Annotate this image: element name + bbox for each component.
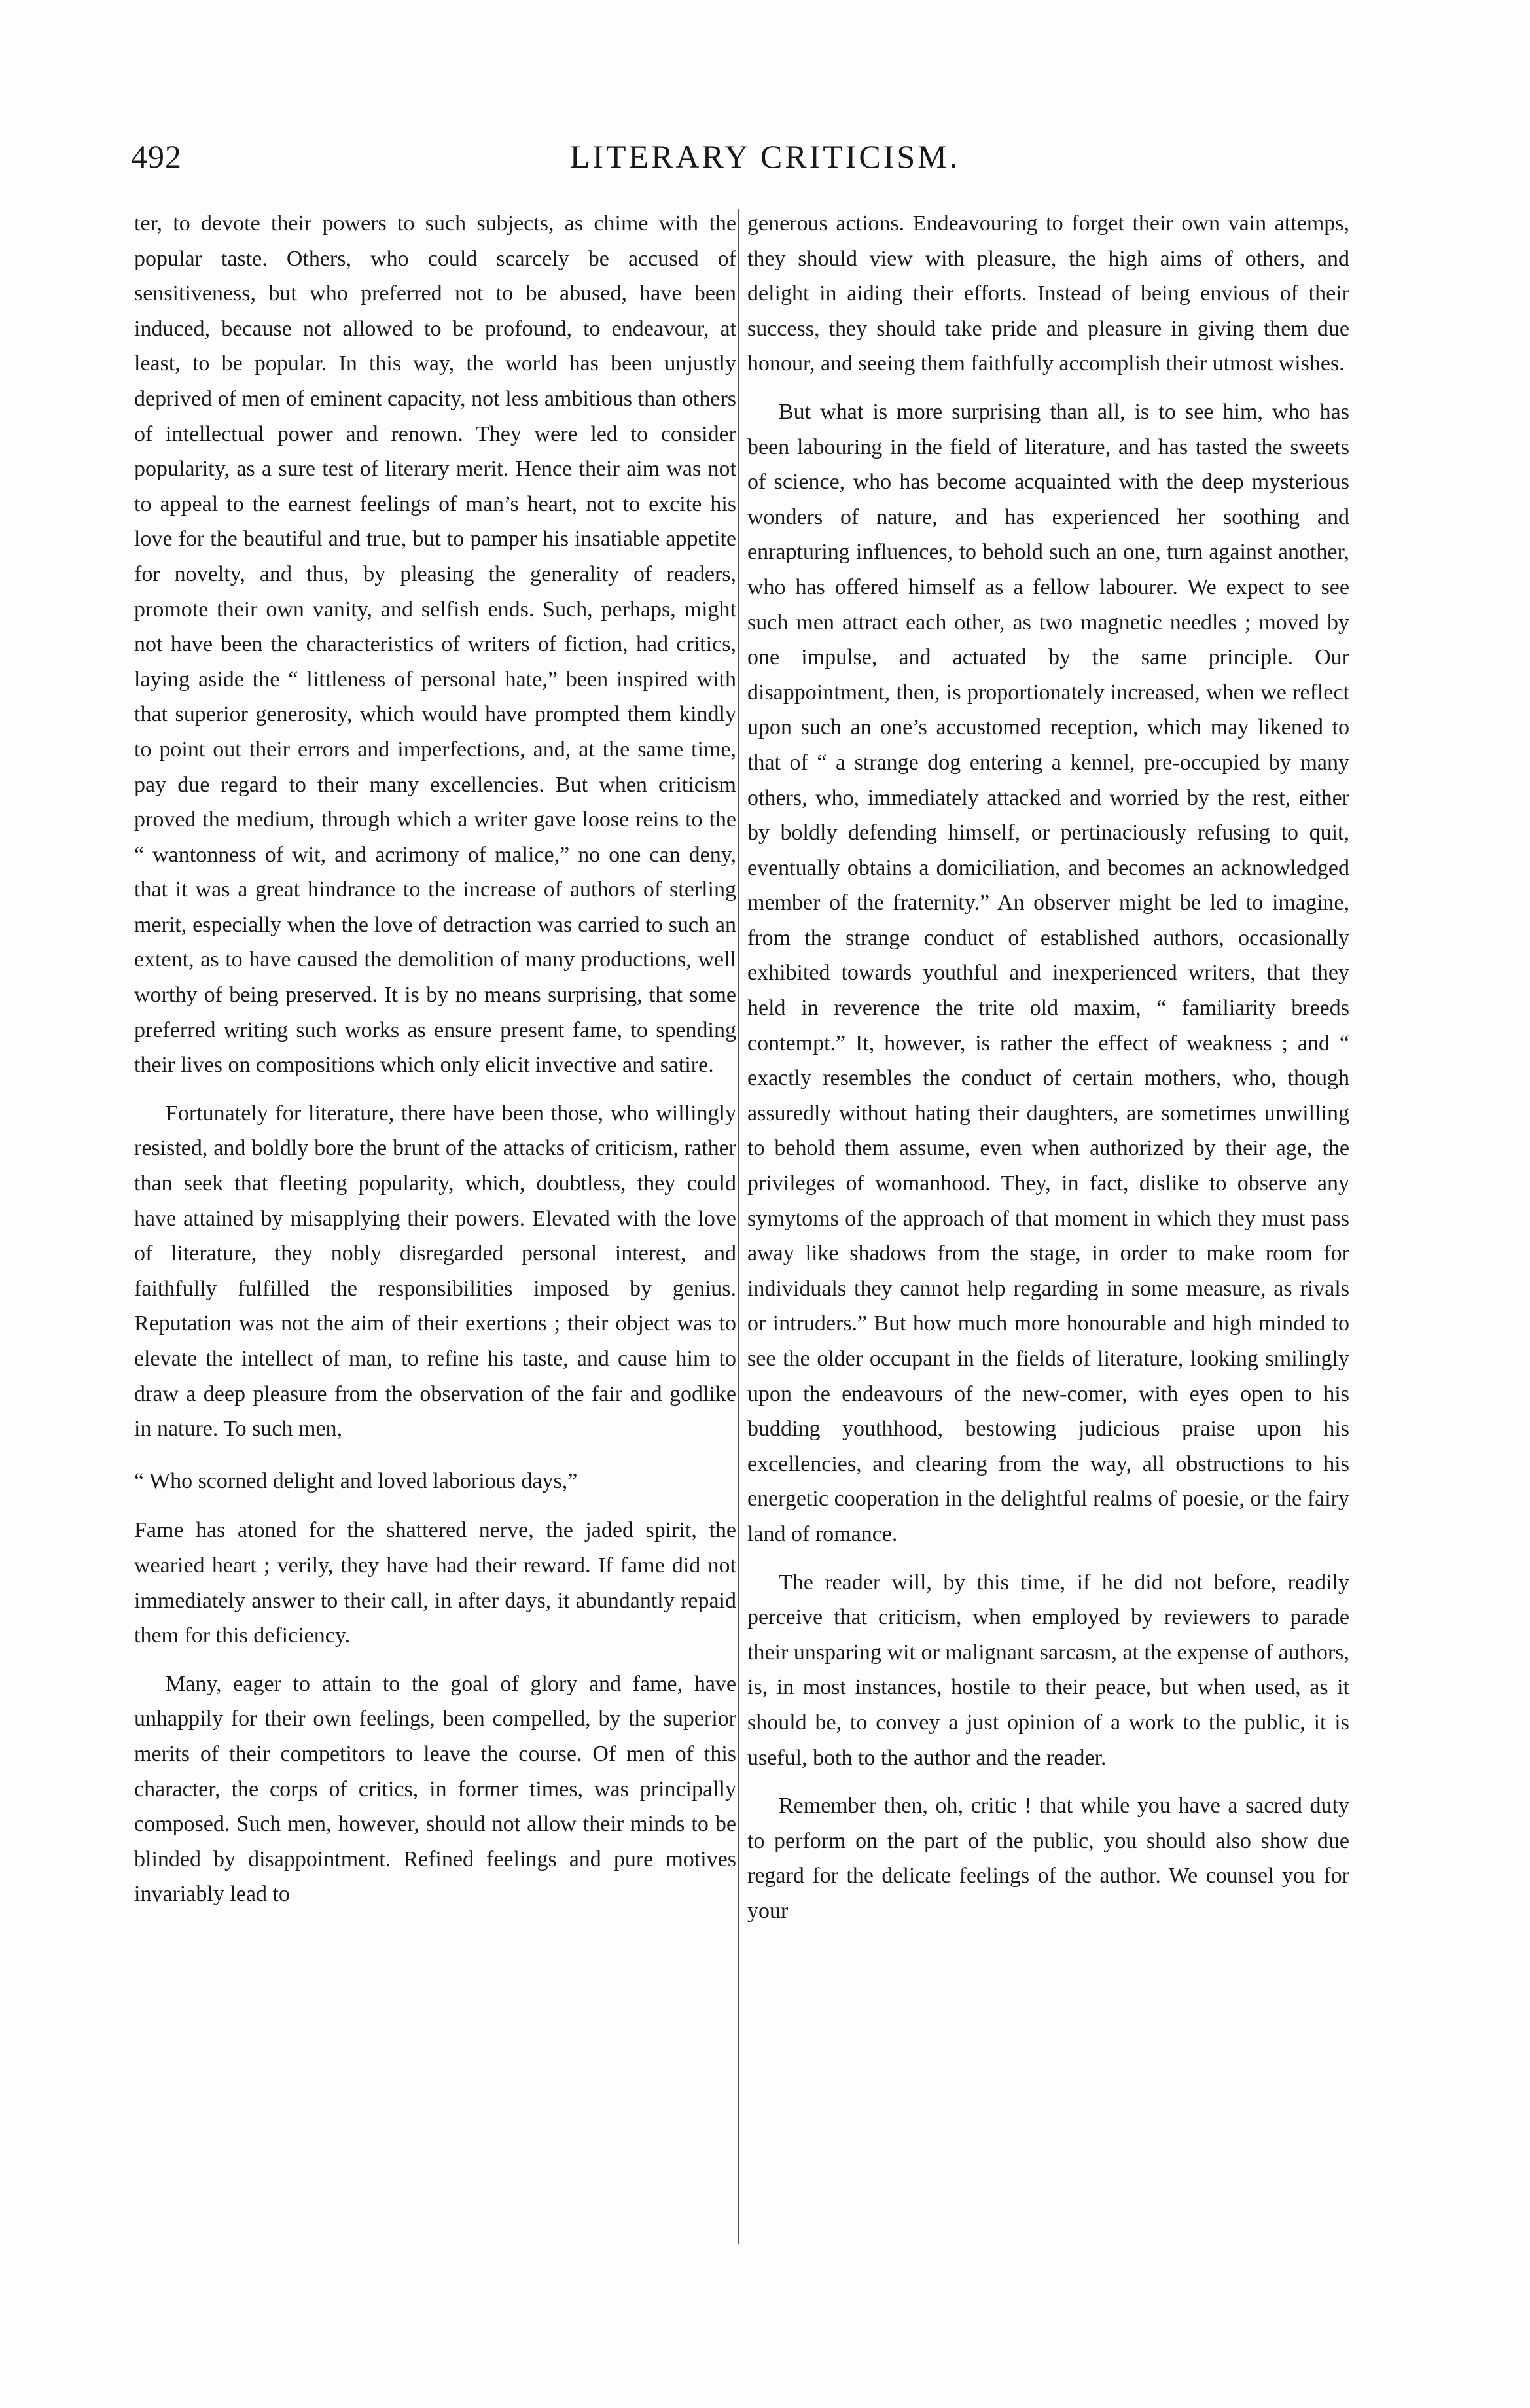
left-paragraph-3: Fame has atoned for the shattered nerve, the jaded spirit, the wearied heart ; verily, they have had their reward. If fame did not immediately answer to their call, in after days, it abundantly repaid them for this deficiency. [134,1518,736,1648]
left-column [134,206,736,1912]
column-rule [738,209,739,2244]
right-paragraph-1: generous actions. Endeavouring to forget their own vain attemps, they should view with pleasure, the high aims of others, and delight in aiding their efforts. Instead of being envious of their success, they should take pride and pleasure in giving them due honour, and seeing them faithfully accomplish their utmost wishes. [747,211,1349,376]
left-paragraph-1: ter, to devote their powers to such subjects, as chime with the popular taste. Others, who could scarcely be accused of sensitiveness, but who preferred not to be abused, have been induced, because not allowed to be profound, to endeavour, at least, to be popular. In this way, the world has been unjustly deprived of men of eminent capacity, not less ambitious than others of intellectual power and renown. They were led to consider popularity, as a sure test of literary merit. Hence their aim was not to appeal to the earnest feelings of man’s heart, not to excite his love for the beautiful and true, but to pamper his insatiable appetite for novelty, and thus, by pleasing the generality of readers, promote their own vanity, and selfish ends. Such, perhaps, might not have been the characteristics of writers of fiction, had critics, laying aside the “ littleness of personal hate,” been inspired with that superior generosity, which would have prompted them kindly to point out their errors and imperfections, and, at the same time, pay due regard to their many excellencies. But when criticism proved the medium, through which a writer gave loose reins to the “ wantonness of wit, and acrimony of malice,” no one can deny, that it was a great hindrance to the increase of authors of sterling merit, especially when the love of detraction was carried to such an extent, as to have caused the demolition of many productions, well worthy of being preserved. It is by no means surprising, that some preferred writing such works as ensure present fame, to spending their lives on compositions which only elicit invective and satire. [134,211,736,1078]
running-title: LITERARY CRITICISM. [569,138,961,175]
page-number: 492 [131,138,182,175]
left-paragraph-2: Fortunately for literature, there have been those, who willingly resisted, and boldly bore the brunt of the attacks of criticism, rather than seek that fleeting popularity, which, doubtless, they could have attained by misapplying their powers. Elevated with the love of literature, they nobly disregarded personal interest, and faithfully fulfilled the responsibilities imposed by genius. Reputation was not the aim of their exertions ; their object was to elevate the intellect of man, to refine his taste, and cause him to draw a deep pleasure from the observation of the fair and godlike in nature. To such men, [134,1101,736,1442]
quotation: “ Who scorned delight and loved laborious days,” [134,1468,578,1493]
right-paragraph-2: But what is more surprising than all, is to see him, who has been labouring in the field of literature, and has tasted the sweets of science, who has become acquainted with the deep mysterious wonders of nature, and has experienced her soothing and enrapturing influences, to behold such an one, turn against another, who has offered himself as a fellow labourer. We expect to see such men attract each other, as two magnetic needles ; moved by one impulse, and actuated by the same principle. Our disappointment, then, is proportionately increased, when we reflect upon such an one’s accustomed reception, which may likened to that of “ a strange dog entering a kennel, pre-occupied by many others, who, immediately attacked and worried by the rest, either by boldly defending himself, or pertinaciously refusing to quit, eventually obtains a domiciliation, and becomes an acknowledged member of the fraternity.” An observer might be led to imagine, from the strange conduct of established authors, occasionally exhibited towards youthful and inexperienced writers, that they held in reverence the trite old maxim, “ familiarity breeds contempt.” It, however, is rather the effect of weakness ; and “ exactly resembles the conduct of certain mothers, who, though assuredly without hating their daughters, are sometimes unwilling to behold them assume, even when authorized by their age, the privileges of womanhood. They, in fact, dislike to observe any symytoms of the approach of that moment in which they must pass away like shadows from the stage, in order to make room for individuals they cannot help regarding in some measure, as rivals or intruders.” But how much more honourable and high minded to see the older occupant in the fields of literature, looking smilingly upon the endeavours of the new-comer, with eyes open to his budding youthhood, bestowing judicious praise upon his excellencies, and clearing from the way, all obstructions to his energetic cooperation in the delightful realms of poesie, or the fairy land of romance. [747,399,1349,1546]
right-paragraph-4: Remember then, oh, critic ! that while you have a sacred duty to perform on the part of the public, you should also show due regard for the delicate feelings of the author. We counsel you for your [747,1794,1349,1923]
right-column [747,206,1349,1929]
right-paragraph-3: The reader will, by this time, if he did not before, readily perceive that criticism, when employed by reviewers to parade their unsparing wit or malignant sarcasm, at the expense of authors, is, in most instances, hostile to their peace, but when used, as it should be, to convey a just opinion of a work to the public, it is useful, both to the author and the reader. [747,1570,1349,1770]
left-paragraph-4: Many, eager to attain to the goal of glory and fame, have unhappily for their own feelings, been compelled, by the superior merits of their competitors to leave the course. Of men of this character, the corps of critics, in former times, was principally composed. Such men, however, should not allow their minds to be blinded by disappointment. Refined feelings and pure motives invariably lead to [134,1671,736,1907]
